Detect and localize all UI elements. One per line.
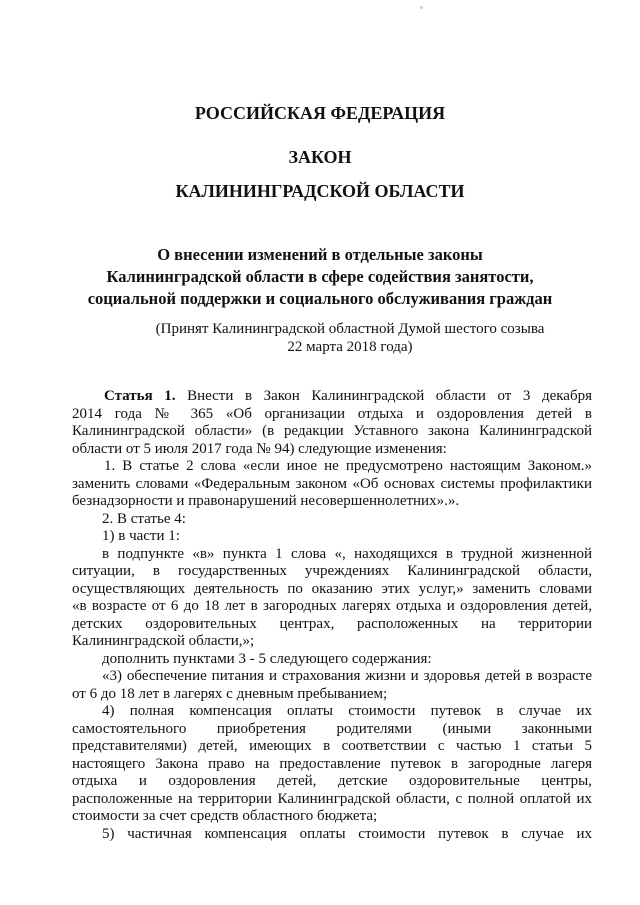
- body-line: 2014 года № 365 «Об организации отдыха и оздоровления детей в: [72, 405, 592, 422]
- body-line: настоящего Закона право на предоставление путевок в загородные лагеря: [72, 755, 592, 772]
- body-line: «3) обеспечение питания и страхования жизни и здоровья детей в возрасте: [102, 668, 592, 684]
- body-line: расположенные на территории Калининградской области, с полной оплатой их: [72, 790, 592, 807]
- body-line: [72, 388, 592, 406]
- body-line: детских оздоровительных центрах, расположенных на территории: [72, 615, 592, 632]
- body-line: области от 5 июля 2017 года № 94) следующие изменения:: [72, 440, 447, 457]
- body-line: «в возрасте от 6 до 18 лет в загородных лагерях отдыха и оздоровления детей,: [72, 598, 592, 614]
- body-line: представителями) детей, имеющих в соответствии с частью 1 статьи 5: [72, 738, 592, 754]
- header-country: РОССИЙСКАЯ ФЕДЕРАЦИЯ: [194, 103, 446, 123]
- law-title-line: О внесении изменений в отдельные законы: [157, 245, 483, 264]
- body-line: в подпункте «в» пункта 1 слова «, находящихся в трудной жизненной: [102, 545, 592, 562]
- body-line: 5) частичная компенсация оплаты стоимости путевок в случае их: [102, 825, 592, 842]
- scan-speck: [420, 6, 423, 9]
- body-line-text: Внести в Закон Калининградской области от 3 декабря: [175, 388, 592, 404]
- body-line: от 6 до 18 лет в лагерях с дневным пребыванием;: [72, 685, 388, 702]
- adoption-line: 22 марта 2018 года): [287, 339, 413, 355]
- adoption-note: [150, 320, 550, 356]
- body-line: 4) полная компенсация оплаты стоимости путевок в случае их: [102, 703, 592, 719]
- body-line: 1) в части 1:: [102, 528, 180, 544]
- adoption-line: (Принят Калининградской областной Думой шестого созыва: [155, 321, 545, 337]
- body-line: ситуации, в государственных учреждениях Калининградской области,: [72, 563, 592, 579]
- law-title-line: Калининградской области в сфере содействия занятости,: [106, 267, 534, 286]
- header-law: ЗАКОН: [288, 147, 352, 167]
- body-line: 1. В статье 2 слова «если иное не предусмотрено настоящим Законом.»: [104, 458, 592, 474]
- body-line: Калининградской области» (в редакции Уставного закона Калининградской: [72, 423, 592, 439]
- article-label: Статья 1.: [104, 388, 176, 404]
- body-line: стоимости за счет средств областного бюджета;: [72, 808, 378, 824]
- body-line: безнадзорности и правонарушений несовершеннолетних».».: [72, 493, 460, 509]
- body-line: отдыха и оздоровления детей, детские оздоровительные центры,: [72, 773, 592, 789]
- header-region: КАЛИНИНГРАДСКОЙ ОБЛАСТИ: [175, 181, 465, 201]
- law-title-line: социальной поддержки и социального обслуживания граждан: [87, 289, 553, 308]
- body-line: Калининградской области,»;: [72, 633, 255, 649]
- law-title: [60, 244, 580, 310]
- document-body: [72, 388, 592, 843]
- body-line: осуществляющих деятельность по оказанию этих услуг,» заменить словами: [72, 580, 592, 597]
- body-line: 2. В статье 4:: [102, 510, 186, 527]
- body-line: заменить словами «Федеральным законом «Об основах системы профилактики: [72, 475, 592, 492]
- body-line: самостоятельного приобретения родителями (иными законными: [72, 720, 592, 737]
- body-line: дополнить пунктами 3 - 5 следующего содержания:: [102, 650, 432, 667]
